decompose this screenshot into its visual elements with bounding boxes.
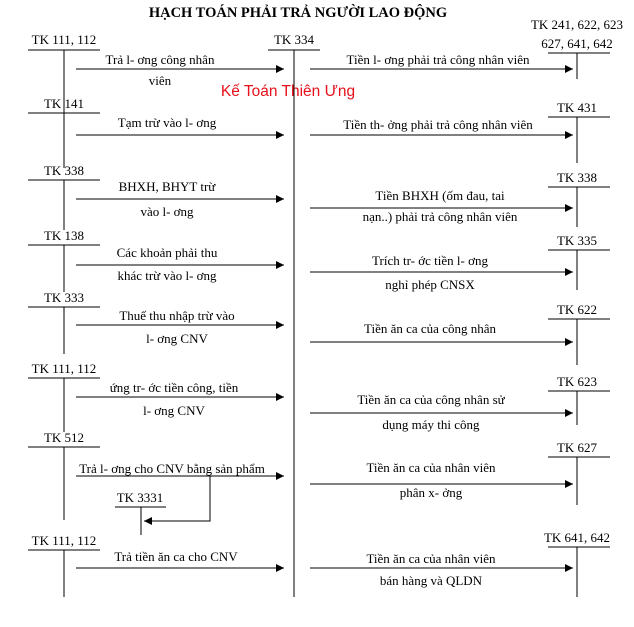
left-flow-4-text-1: Các khoản phải thu — [116, 245, 218, 260]
left-account-3-label: TK 338 — [43, 163, 85, 178]
right-account-1-label-2: 627, 641, 642 — [541, 36, 613, 51]
left-accounts-group — [28, 32, 284, 597]
left-flow-6-text-2: l- ơng CNV — [143, 403, 205, 418]
right-flow-3-text-1: Tiền BHXH (ốm đau, tai — [375, 188, 505, 203]
right-flow-8-text-2: bán hàng và QLDN — [379, 573, 483, 588]
left-flow-1-text-1: Trả l- ơng công nhân — [105, 52, 215, 67]
left-flow-7-text-1: Trả l- ơng cho CNV bằng sản phẩm — [79, 461, 265, 476]
sub-account-label: TK 3331 — [116, 490, 164, 505]
left-flow-1-text-2: viên — [148, 73, 172, 88]
right-accounts-group — [310, 17, 623, 597]
right-account-3-label: TK 338 — [556, 170, 598, 185]
left-account-2-label: TK 141 — [43, 96, 85, 111]
left-flow-5-text-2: l- ơng CNV — [146, 331, 208, 346]
watermark-text: Kế Toán Thiên Ưng — [220, 83, 356, 100]
left-flow-3-text-2: vào l- ơng — [140, 204, 194, 219]
right-flow-6-text-1: Tiền ăn ca của công nhân sử — [357, 392, 505, 407]
left-flow-3-text-1: BHXH, BHYT trừ — [118, 179, 216, 194]
right-account-2-label: TK 431 — [556, 100, 598, 115]
right-flow-2-text-1: Tiền th- ởng phải trả công nhân viên — [343, 117, 533, 132]
left-flow-5-text-1: Thuế thu nhập trừ vào — [119, 308, 235, 323]
right-flow-8-text-1: Tiền ăn ca của nhân viên — [366, 551, 496, 566]
left-flow-6-text-1: ứng tr- ớc tiền công, tiền — [109, 380, 239, 395]
left-account-1-label: TK 111, 112 — [31, 32, 97, 47]
right-flow-5-text-1: Tiền ăn ca của công nhân — [363, 321, 497, 336]
left-account-5-label: TK 333 — [43, 290, 85, 305]
right-account-5-label: TK 622 — [556, 302, 598, 317]
right-account-1-label: TK 241, 622, 623 — [530, 17, 624, 32]
diagram-title: HẠCH TOÁN PHẢI TRẢ NGƯỜI LAO ĐỘNG — [148, 5, 448, 21]
right-flow-6-text-2: dụng máy thi công — [382, 417, 480, 432]
right-flow-3-text-2: nạn..) phải trả công nhân viên — [362, 209, 518, 224]
right-account-7-label: TK 627 — [556, 440, 598, 455]
left-account-6-label: TK 111, 112 — [31, 361, 97, 376]
left-flow-2-text-1: Tạm trừ vào l- ơng — [117, 115, 217, 130]
left-account-8-label: TK 111, 112 — [31, 533, 97, 548]
right-flow-1-text-1: Tiền l- ơng phải trả công nhân viên — [346, 52, 530, 67]
left-account-7-label: TK 512 — [43, 430, 85, 445]
right-account-8-label: TK 641, 642 — [543, 530, 611, 545]
right-flow-7-text-1: Tiền ăn ca của nhân viên — [366, 460, 496, 475]
right-flow-4-text-1: Trích tr- ớc tiền l- ơng — [372, 253, 488, 268]
right-account-6-label: TK 623 — [556, 374, 598, 389]
right-flow-4-text-2: nghỉ phép CNSX — [385, 277, 475, 292]
center-account-label: TK 334 — [273, 32, 315, 47]
right-account-4-label: TK 335 — [556, 233, 598, 248]
right-flow-7-text-2: phân x- ởng — [399, 485, 463, 500]
left-flow-8-text-1: Trả tiền ăn ca cho CNV — [114, 549, 238, 564]
left-account-4-label: TK 138 — [43, 228, 85, 243]
left-flow-4-text-2: khác trừ vào l- ơng — [117, 268, 217, 283]
